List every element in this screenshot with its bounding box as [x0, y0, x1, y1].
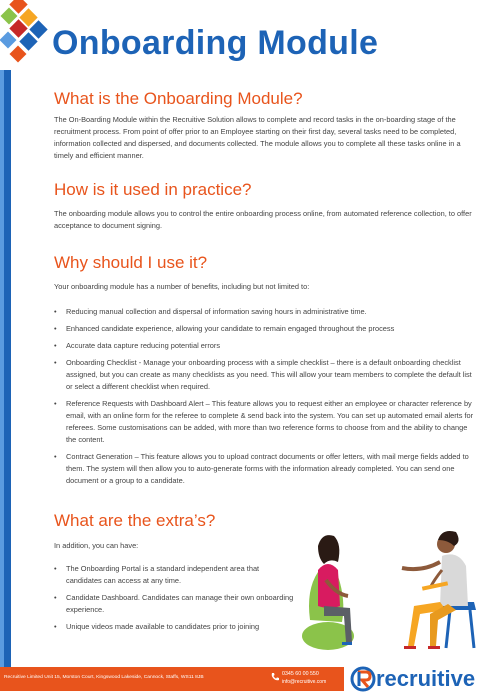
list-item: • Reference Requests with Dashboard Alert – This feature allows you to request either an employee or character reference by email, with an online form for the referee to complete & send back into the system. You can set up automated email alerts for referees. Some customisations can be added, with more than two reference forms to choose from and the ability to change the content. [54, 399, 474, 444]
list-item: • Unique videos made available to candidates prior to joining [54, 622, 260, 631]
page-title: Onboarding Module [52, 24, 379, 62]
recruitive-logo-icon [350, 666, 376, 692]
footer-bar [0, 667, 344, 691]
list-item: • Contract Generation – This feature allows you to upload contract documents or offer letters, with mail merge fields added to them. The system will then allow you to auto-generate forms with the information already completed. You can send one document or a group to a candidate. [54, 452, 469, 485]
bullet-icon: • [54, 307, 57, 316]
list-item: • Accurate data capture reducing potential errors [54, 341, 221, 350]
bullet-icon: • [54, 399, 57, 408]
section-heading-what-is: What is the Onboarding Module? [54, 89, 303, 108]
interview-illustration [290, 510, 490, 660]
section-heading-why-use: Why should I use it? [54, 253, 208, 272]
section-heading-extras: What are the extra’s? [54, 511, 216, 530]
benefits-list [54, 306, 474, 492]
bullet-icon: • [54, 593, 57, 602]
decorative-diamonds [0, 0, 60, 78]
section-paragraph: The onboarding module allows you to control the entire onboarding process online, from automated reference collection, to offer acceptance to document signing. [54, 209, 472, 230]
list-item: • Onboarding Checklist - Manage your onboarding process with a simple checklist – there is a default onboarding checklist assigned, but you can create as many checklists as you need. This will allow your team members to complete the default list or select a different checklist when required. [54, 358, 472, 391]
bullet-icon: • [54, 341, 57, 350]
list-item: • Candidate Dashboard. Candidates can manage their own onboarding experience. [54, 593, 294, 614]
bullet-icon: • [54, 358, 57, 367]
bullet-icon: • [54, 452, 57, 461]
footer-phone[interactable]: 0345 60 00 550 [282, 671, 319, 677]
left-accent-bar [0, 70, 11, 667]
recruitive-logo-text: recruitive [376, 666, 476, 691]
list-item: • The Onboarding Portal is a standard independent area that candidates can access at any time. [54, 564, 260, 585]
bullet-icon: • [54, 564, 57, 573]
extras-list [54, 563, 294, 638]
footer-address: Recruitive Limited Unit 15, Morston Court, Kingswood Lakeside, Cannock, Staffs, WS11 8JB [4, 675, 204, 680]
footer-email[interactable]: info@recruitive.com [282, 679, 327, 685]
section-paragraph: Your onboarding module has a number of benefits, including but not limited to: [54, 282, 310, 291]
section-paragraph: In addition, you can have: [54, 541, 139, 550]
list-item: • Enhanced candidate experience, allowing your candidate to remain engaged throughout the process [54, 324, 395, 333]
bullet-icon: • [54, 622, 57, 631]
section-heading-how-used: How is it used in practice? [54, 180, 252, 199]
bullet-icon: • [54, 324, 57, 333]
section-paragraph: The On-Boarding Module within the Recruitive Solution allows to complete and record tasks in the on-boarding stage of the recruitment process. From point of offer prior to an Employee starting on their first day, several tasks need to be completed, information collected and dispersed, and documents collected. The module allows you to complete all these tasks online in a timely and efficient manner. [54, 115, 461, 160]
list-item: • Reducing manual collection and dispersal of information saving hours in administrative time. [54, 307, 367, 316]
phone-icon [270, 672, 280, 682]
